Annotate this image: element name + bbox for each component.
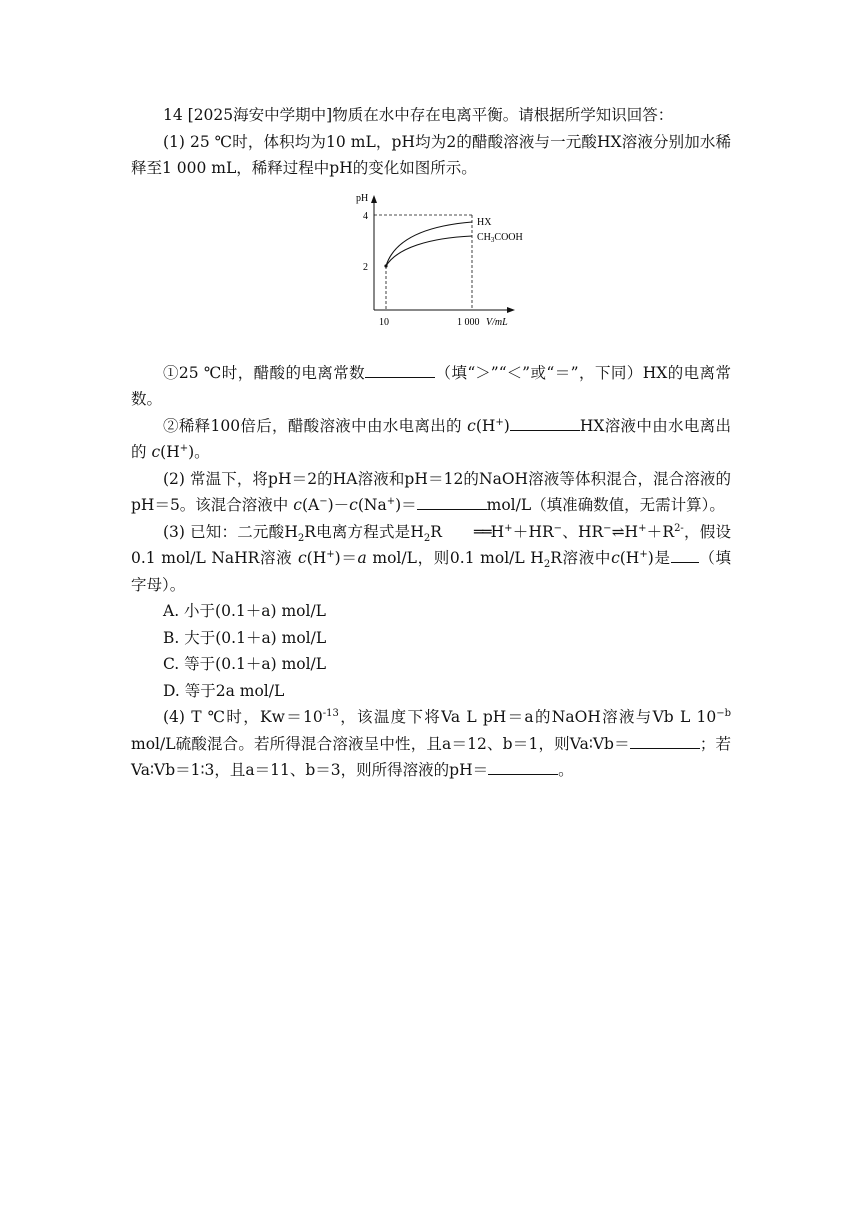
question-page <box>131 102 731 784</box>
x-tick-1000: 1 000 <box>457 316 480 328</box>
series-hx-line <box>386 222 472 266</box>
ph-chart <box>349 192 523 340</box>
option-b[interactable]: B. 大于(0.1＋a) mol/L <box>163 628 327 647</box>
answer-blank-4a[interactable] <box>630 733 700 749</box>
answer-blank-2[interactable] <box>417 494 487 510</box>
x-axis-arrow <box>507 307 515 313</box>
y-axis-arrow <box>371 195 377 203</box>
answer-blank-3[interactable] <box>671 547 699 563</box>
answer-blank-1b[interactable] <box>510 415 580 431</box>
part1-text: (1) 25 ℃时，体积均为10 mL，pH均为2的醋酸溶液与一元酸HX溶液分别加水稀释至1 000 mL，稀释过程中pH的变化如图所示。 <box>131 132 731 177</box>
answer-blank-1a[interactable] <box>365 362 435 378</box>
ph-dilution-figure <box>131 192 731 344</box>
start-point <box>384 264 387 267</box>
part3-text: (3) 已知：二元酸$H_2R$电离方程式是$H_2R$ ══H+＋HR−、$HR^-\rightleftharpoons H^++R^{2-}$，假设0.1 mol/L NaHR溶液 c(H+)＝a mol/L，则0.1 mol/L $H_2R$溶液中c(H+)是 （填字母）。 <box>131 522 731 594</box>
x-axis-label: V/mL <box>486 316 508 328</box>
part1a-text: ①25 ℃时，醋酸的电离常数 （填“＞”“＜”或“＝”，下同）HX的电离常数。 <box>131 363 731 408</box>
answer-blank-4b[interactable] <box>488 759 558 775</box>
option-c[interactable]: C. 等于(0.1＋a) mol/L <box>163 655 327 673</box>
y-tick-2: 2 <box>363 261 368 273</box>
series-hx-label: HX <box>477 216 492 228</box>
x-tick-10: 10 <box>379 316 389 328</box>
part2-text: (2) 常温下，将pH＝2的HA溶液和pH＝12的NaOH溶液等体积混合，混合溶液的pH＝5。该混合溶液中 c(A−)－c(Na+)＝ mol/L（填准确数值，无需计算）。 <box>131 469 731 514</box>
y-axis-label: pH <box>356 192 369 204</box>
question-header: 14 [2025海安中学期中]物质在水中存在电离平衡。请根据所学知识回答： <box>163 106 674 124</box>
series-ch3cooh-label: $CH_3COOH$ <box>477 231 523 244</box>
series-ch3cooh-line <box>386 236 472 266</box>
y-tick-4: 4 <box>363 210 368 222</box>
part1b-text: ②稀释100倍后，醋酸溶液中由水电离出的 c(H+) HX溶液中由水电离出的 c(H+)。 <box>131 416 731 461</box>
option-a[interactable]: A. 小于(0.1＋a) mol/L <box>163 602 326 620</box>
part4-text: (4) T ℃时，$Kw=10^{-13}$，该温度下将Va L pH＝a的NaOH溶液与Vb L $10^{-b}$ mol/L硫酸混合。若所得混合溶液呈中性，且a＝12、b＝1，则Va∶Vb＝ ；若Va∶Vb＝1∶3，且a＝11、b＝3，则所得溶液的pH＝ 。 <box>131 707 731 779</box>
option-d[interactable]: D. 等于2a mol/L <box>163 681 285 700</box>
